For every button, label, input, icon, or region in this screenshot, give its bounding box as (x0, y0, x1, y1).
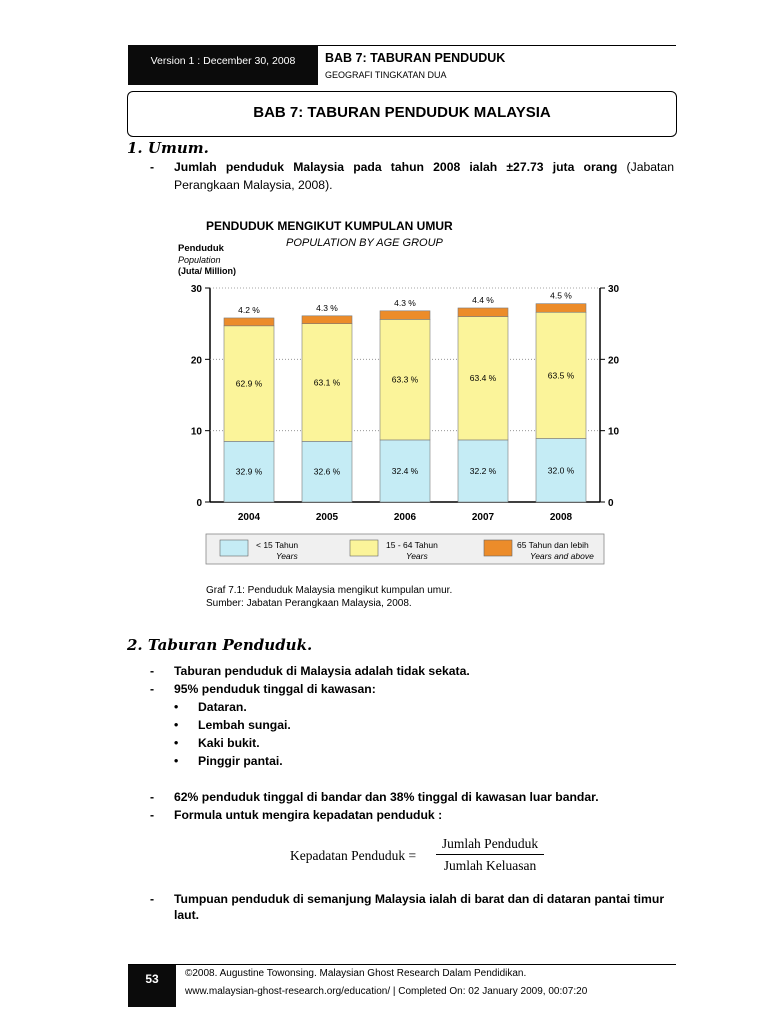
y-tick-label-right: 0 (608, 498, 614, 509)
bullet-dot: • (174, 736, 179, 750)
footer-rule (128, 964, 676, 965)
page-title: BAB 7: TABURAN PENDUDUK MALAYSIA (253, 104, 551, 121)
bar-segment (302, 316, 352, 324)
legend-label-en: Years and above (530, 551, 594, 561)
y-axis-label-en: Population (178, 255, 221, 265)
bar-data-label: 62.9 % (235, 378, 263, 389)
area-item-text: Kaki bukit. (198, 736, 260, 750)
bar-data-label: 4.3 % (394, 297, 416, 308)
x-tick-label: 2007 (471, 512, 495, 523)
section-heading-umum: 1. Umum. (127, 139, 209, 157)
page-title-box (127, 91, 677, 137)
bar-data-label: 32.4 % (391, 465, 419, 476)
header-rule (318, 45, 676, 46)
population-statement-source-start: (Jabatan (617, 160, 674, 174)
version-text: Version 1 : December 30, 2008 (150, 55, 296, 67)
chapter-title: BAB 7: TABURAN PENDUDUK (325, 51, 506, 65)
bullet-dot: • (174, 700, 179, 714)
subject-title: GEOGRAFI TINGKATAN DUA (325, 70, 447, 80)
bar-data-label: 32.0 % (547, 465, 575, 476)
legend-label-en: Years (276, 551, 298, 561)
y-axis-label: Penduduk (178, 243, 224, 254)
x-tick-label: 2008 (549, 512, 573, 523)
concentration-text-end: laut. (174, 908, 200, 922)
formula-fraction (436, 836, 544, 874)
chart-caption: Graf 7.1: Penduduk Malaysia mengikut kumpulan umur. (206, 585, 453, 596)
chart-svg (170, 212, 620, 612)
copyright-line: ©2008. Augustine Towonsing. Malaysian Ghost Research Dalam Pendidikan. (185, 968, 527, 979)
bar-data-label: 4.2 % (238, 304, 260, 315)
bar-data-label: 63.1 % (313, 377, 341, 388)
formula-numerator: Jumlah Penduduk (436, 836, 544, 855)
page-number-box (128, 965, 176, 1007)
population-statement-source-end: Perangkaan Malaysia, 2008). (174, 178, 333, 192)
area-item-text: Dataran. (198, 700, 247, 714)
bar-segment (224, 318, 274, 326)
area-item-text: Lembah sungai. (198, 718, 291, 732)
bar-data-label: 63.5 % (547, 370, 575, 381)
population-age-chart (170, 212, 620, 612)
website-line: www.malaysian-ghost-research.org/education/ | Completed On: 02 January 2009, 00:07:20 (185, 986, 588, 997)
legend-label: < 15 Tahun (256, 540, 299, 550)
version-banner (128, 45, 318, 85)
legend-label: 15 - 64 Tahun (386, 540, 438, 550)
y-tick-label-right: 30 (608, 284, 620, 295)
urban-rural-text: 62% penduduk tinggal di bandar dan 38% tinggal di kawasan luar bandar. (174, 790, 599, 804)
bar-data-label: 63.3 % (391, 374, 419, 385)
population-statement-text (174, 159, 674, 175)
bullet-dot: • (174, 718, 179, 732)
legend-label: 65 Tahun dan lebih (517, 540, 589, 550)
y-tick-label-right: 10 (608, 426, 620, 438)
bar-data-label: 4.4 % (472, 294, 494, 305)
bar-data-label: 32.6 % (313, 466, 341, 477)
concentration-text: Tumpuan penduduk di semanjung Malaysia ialah di barat dan di dataran pantai timur (174, 892, 665, 906)
dash-marker: - (150, 682, 155, 696)
bar-data-label: 32.9 % (235, 466, 263, 477)
y-tick-label: 10 (190, 426, 202, 438)
x-tick-label: 2004 (237, 512, 261, 523)
legend-swatch (220, 540, 248, 556)
x-tick-label: 2005 (315, 512, 339, 523)
y-tick-label: 30 (190, 284, 202, 295)
bar-data-label: 63.4 % (469, 373, 497, 384)
dash-marker: - (150, 808, 155, 822)
legend-label-en: Years (406, 551, 428, 561)
bullet-dot: • (174, 754, 179, 768)
bar-data-label: 32.2 % (469, 465, 497, 476)
dash-marker: - (150, 160, 155, 174)
page-number: 53 (145, 972, 159, 986)
chart-source: Sumber: Jabatan Perangkaan Malaysia, 2008. (206, 598, 412, 609)
chart-title: PENDUDUK MENGIKUT KUMPULAN UMUR (206, 219, 453, 233)
y-tick-label: 20 (190, 355, 202, 367)
bar-segment (380, 311, 430, 320)
area-95-text: 95% penduduk tinggal di kawasan: (174, 682, 376, 696)
section-heading-taburan: 2. Taburan Penduduk. (127, 636, 313, 654)
population-statement-bold: Jumlah penduduk Malaysia pada tahun 2008 ialah ±27.73 juta orang (174, 160, 618, 174)
area-item-text: Pinggir pantai. (198, 754, 283, 768)
formula-lhs: Kepadatan Penduduk = (290, 848, 417, 863)
bar-data-label: 4.3 % (316, 302, 338, 313)
bar-segment (458, 308, 508, 317)
formula-denominator: Jumlah Keluasan (443, 858, 537, 873)
legend-swatch (484, 540, 512, 556)
bar-segment (536, 304, 586, 313)
dash-marker: - (150, 892, 155, 906)
chart-subtitle: POPULATION BY AGE GROUP (286, 237, 443, 249)
dash-marker: - (150, 790, 155, 804)
y-tick-label-right: 20 (608, 355, 620, 367)
formula-intro-text: Formula untuk mengira kepadatan penduduk : (174, 808, 443, 822)
dash-marker: - (150, 664, 155, 678)
x-tick-label: 2006 (393, 512, 417, 523)
y-axis-unit: (Juta/ Million) (178, 266, 236, 276)
bar-data-label: 4.5 % (550, 290, 572, 301)
legend-swatch (350, 540, 378, 556)
distribution-uneven-text: Taburan penduduk di Malaysia adalah tidak sekata. (174, 664, 470, 678)
y-tick-label: 0 (196, 498, 202, 509)
